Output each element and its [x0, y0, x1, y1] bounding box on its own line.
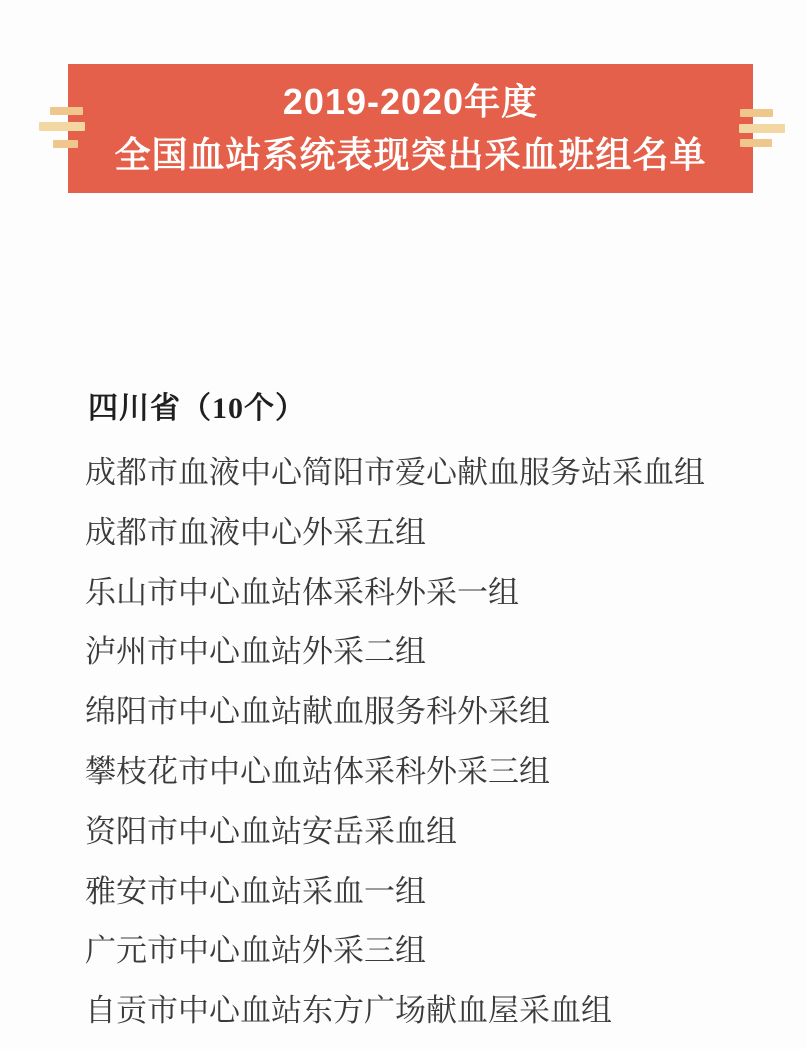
list-item: 乐山市中心血站体采科外采一组 — [85, 574, 519, 610]
list-item: 雅安市中心血站采血一组 — [85, 873, 426, 909]
team-list — [85, 443, 765, 1041]
list-item: 资阳市中心血站安岳采血组 — [85, 813, 457, 849]
list-item: 成都市血液中心外采五组 — [85, 514, 426, 550]
list-item: 广元市中心血站外采三组 — [85, 933, 426, 969]
banner-title-main: 全国血站系统表现突出采血班组名单 — [114, 133, 707, 175]
banner-title-year: 2019-2020年度 — [282, 80, 539, 122]
title-banner — [68, 64, 753, 193]
decoration-dash-right-middle — [739, 124, 785, 133]
decoration-dash-right-top — [740, 109, 773, 117]
list-item: 绵阳市中心血站献血服务科外采组 — [85, 694, 550, 730]
decoration-dash-left-bottom — [53, 140, 78, 148]
list-item: 自贡市中心血站东方广场献血屋采血组 — [85, 993, 612, 1029]
decoration-dash-left-middle — [39, 122, 85, 131]
list-item: 成都市血液中心简阳市爱心献血服务站采血组 — [85, 455, 705, 490]
section-heading-province: 四川省（10个） — [88, 392, 306, 425]
list-item: 泸州市中心血站外采二组 — [85, 634, 426, 670]
decoration-dash-left-top — [50, 107, 83, 115]
list-item: 攀枝花市中心血站体采科外采三组 — [85, 753, 550, 789]
decoration-dash-right-bottom — [740, 139, 772, 147]
